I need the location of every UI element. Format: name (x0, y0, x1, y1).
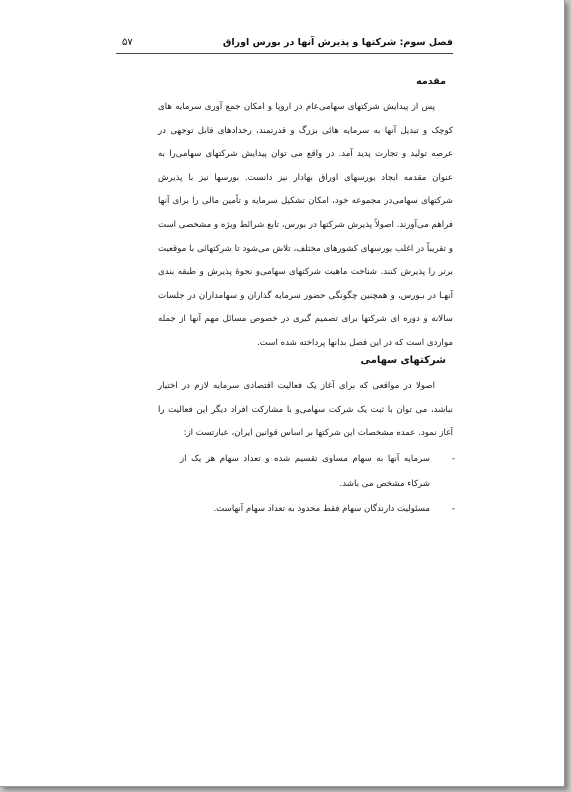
share-paragraph (158, 375, 453, 446)
share-paragraph-text: اصولا در مواقعی که برای آغاز یک فعالیت اقتصادی سرمایه لازم در اختیار نباشد، می توان با ثبت یک شرکت سهامی‌و با مشارکت افراد دیگر این فعالیت را آغاز نمود. عمده مشخصات این شرکتها بر اساس قوانین ایران، عبارتست از: (158, 381, 453, 439)
list-item (180, 447, 455, 497)
bullet-dash: - (451, 454, 455, 464)
list-item-text: مسئولیت دارندگان سهام فقط محدود به تعداد سهام آنهاست. (213, 504, 430, 514)
share-companies-heading: شرکتهای سهامی (360, 355, 446, 366)
list-item-text: سرمایه آنها به سهام مساوی تقسیم شده و تعداد سهام هر یک از شرکاء مشخص می باشد. (180, 454, 430, 489)
running-title: فصل سوم: شرکتها و پذیرش آنها در بورس اوراق (222, 37, 453, 48)
intro-paragraph (158, 96, 453, 356)
intro-paragraph-text: پس از پیدایش شرکتهای سهامی‌عام در اروپا و امکان جمع آوری سرمایه های کوچک و تبدیل آنها به سرمایه هائی بزرگ و قدرتمند، رخدادهای قابل توجهی در عرصه تولید و تجارت پدید آمد. در واقع می توان پیدایش شرکتهای سهامی‌را به عنوان مقدمه ایجاد بورسهای اوراق بهادار نیز دانست. بورسها نیز با پذیرش شرکتهای سهامی‌در مجموعه خود، امکان تشکیل سرمایه و تأمین مالی را برای آنها فراهم می‌آورند. اصولاً پذیرش شرکتها در بورس، تابع شرائط ویژه و مشخصی است و تقریباً در اغلب بورسهای کشورهای مختلف، تلاش می‌شود تا شرکتهائی با موقعیت برتر را پذیرش کنند. شناخت ماهیت شرکتهای سهامی‌و نحوۀ پذیرش و طبقه بندی آنهـا در بـورس، و همچنین چگونگی حضور سرمایه گذاران و سهامداران در جلسات سالانه و دوره ای شرکتها برای تصمیم گیری در خصوص مسائل مهم آنها از جمله مواردی است که در این فصل بدانها پرداخته شده است. (158, 102, 453, 348)
list-item (180, 497, 455, 522)
bullet-dash: - (451, 504, 455, 514)
characteristics-list (180, 447, 455, 522)
page-number: ۵۷ (122, 37, 133, 48)
intro-heading: مقدمه (416, 76, 446, 87)
page-header (116, 31, 453, 54)
